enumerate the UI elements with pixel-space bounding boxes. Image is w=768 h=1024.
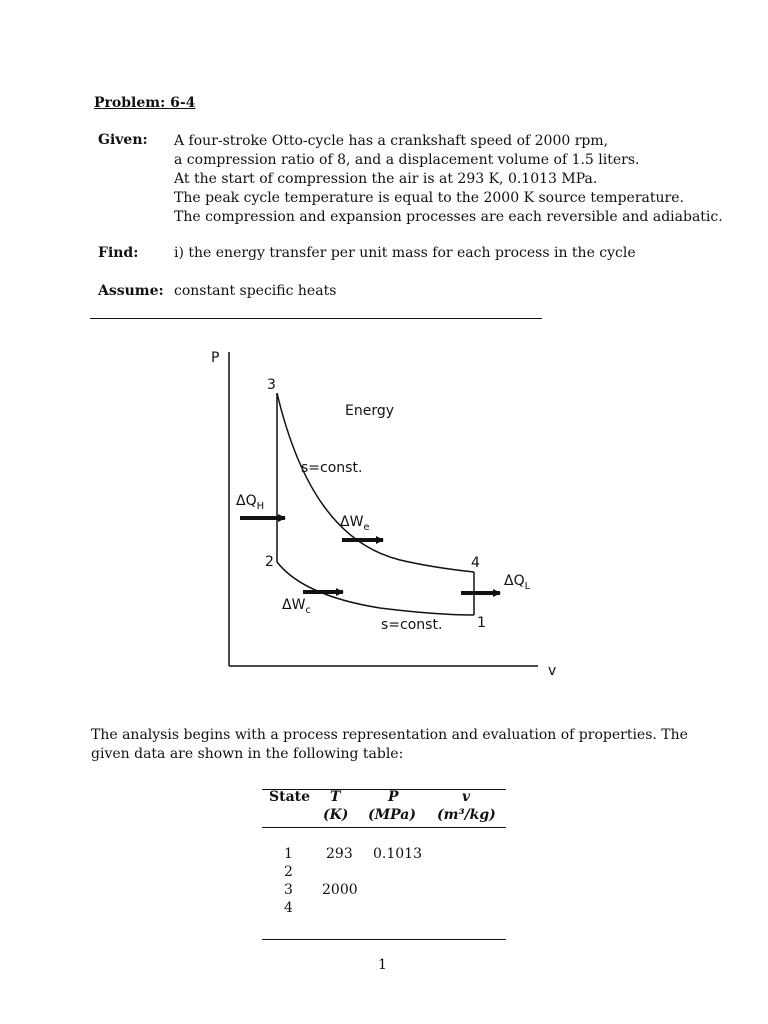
work-exp-sub: e — [363, 522, 370, 533]
given-line: The peak cycle temperature is equal to the 2000 K source temperature. — [174, 190, 684, 206]
table-header-p-unit: (MPa) — [368, 807, 416, 823]
p-axis-label: P — [211, 350, 220, 366]
expansion-curve — [277, 393, 474, 572]
given-line: At the start of compression the air is at 293 K, 0.1013 MPa. — [174, 171, 598, 187]
table-header-t-unit: (K) — [323, 807, 349, 823]
table-header-state: State — [269, 789, 311, 805]
upper-curve-label: s=const. — [301, 460, 363, 476]
table-header-p: P — [388, 789, 399, 805]
assume-label: Assume: — [98, 283, 164, 299]
work-comp-base: ΔW — [282, 597, 306, 613]
diagram-title: Energy — [345, 403, 395, 419]
assume-text: constant specific heats — [174, 283, 337, 299]
work-comp-sub: c — [305, 605, 311, 616]
given-line: A four-stroke Otto-cycle has a crankshaft speed of 2000 rpm, — [174, 133, 609, 149]
problem-title: Problem: 6-4 — [94, 95, 196, 111]
heat-in-base: ΔQ — [236, 493, 257, 509]
table-header-rule — [262, 827, 506, 828]
table-row-2-state: 2 — [284, 864, 293, 880]
work-exp-base: ΔW — [340, 514, 364, 530]
table-header-v-unit: (m³/kg) — [437, 807, 496, 823]
table-row-1-state: 1 — [284, 846, 293, 862]
given-line: a compression ratio of 8, and a displacement volume of 1.5 liters. — [174, 152, 640, 168]
table-header-v: v — [462, 789, 471, 805]
heat-out-base: ΔQ — [504, 573, 525, 589]
v-axis-label: v — [548, 663, 557, 679]
state-label-1: 1 — [477, 615, 486, 631]
page-number: 1 — [378, 957, 387, 973]
find-text: i) the energy transfer per unit mass for each process in the cycle — [174, 245, 636, 261]
find-label: Find: — [98, 245, 139, 261]
table-bottom-rule — [262, 939, 506, 940]
table-row-1-t: 293 — [326, 846, 353, 862]
state-label-3: 3 — [267, 377, 276, 393]
table-row-3-state: 3 — [284, 882, 293, 898]
state-label-2: 2 — [265, 554, 274, 570]
work-comp-label — [282, 597, 311, 616]
lower-curve-label: s=const. — [381, 617, 443, 633]
table-row-4-state: 4 — [284, 900, 293, 916]
heat-in-label — [236, 493, 264, 512]
given-line: The compression and expansion processes are each reversible and adiabatic. — [174, 209, 723, 225]
state-label-4: 4 — [471, 555, 480, 571]
given-label: Given: — [98, 132, 148, 148]
table-row-1-p: 0.1013 — [373, 846, 422, 862]
heat-in-sub: H — [256, 501, 265, 512]
heat-out-label — [504, 573, 531, 592]
table-row-3-t: 2000 — [322, 882, 358, 898]
heat-out-sub: L — [524, 581, 531, 592]
table-header-t: T — [330, 789, 341, 805]
analysis-paragraph: The analysis begins with a process representation and evaluation of properties. The given data are shown in the following table: — [91, 727, 688, 762]
